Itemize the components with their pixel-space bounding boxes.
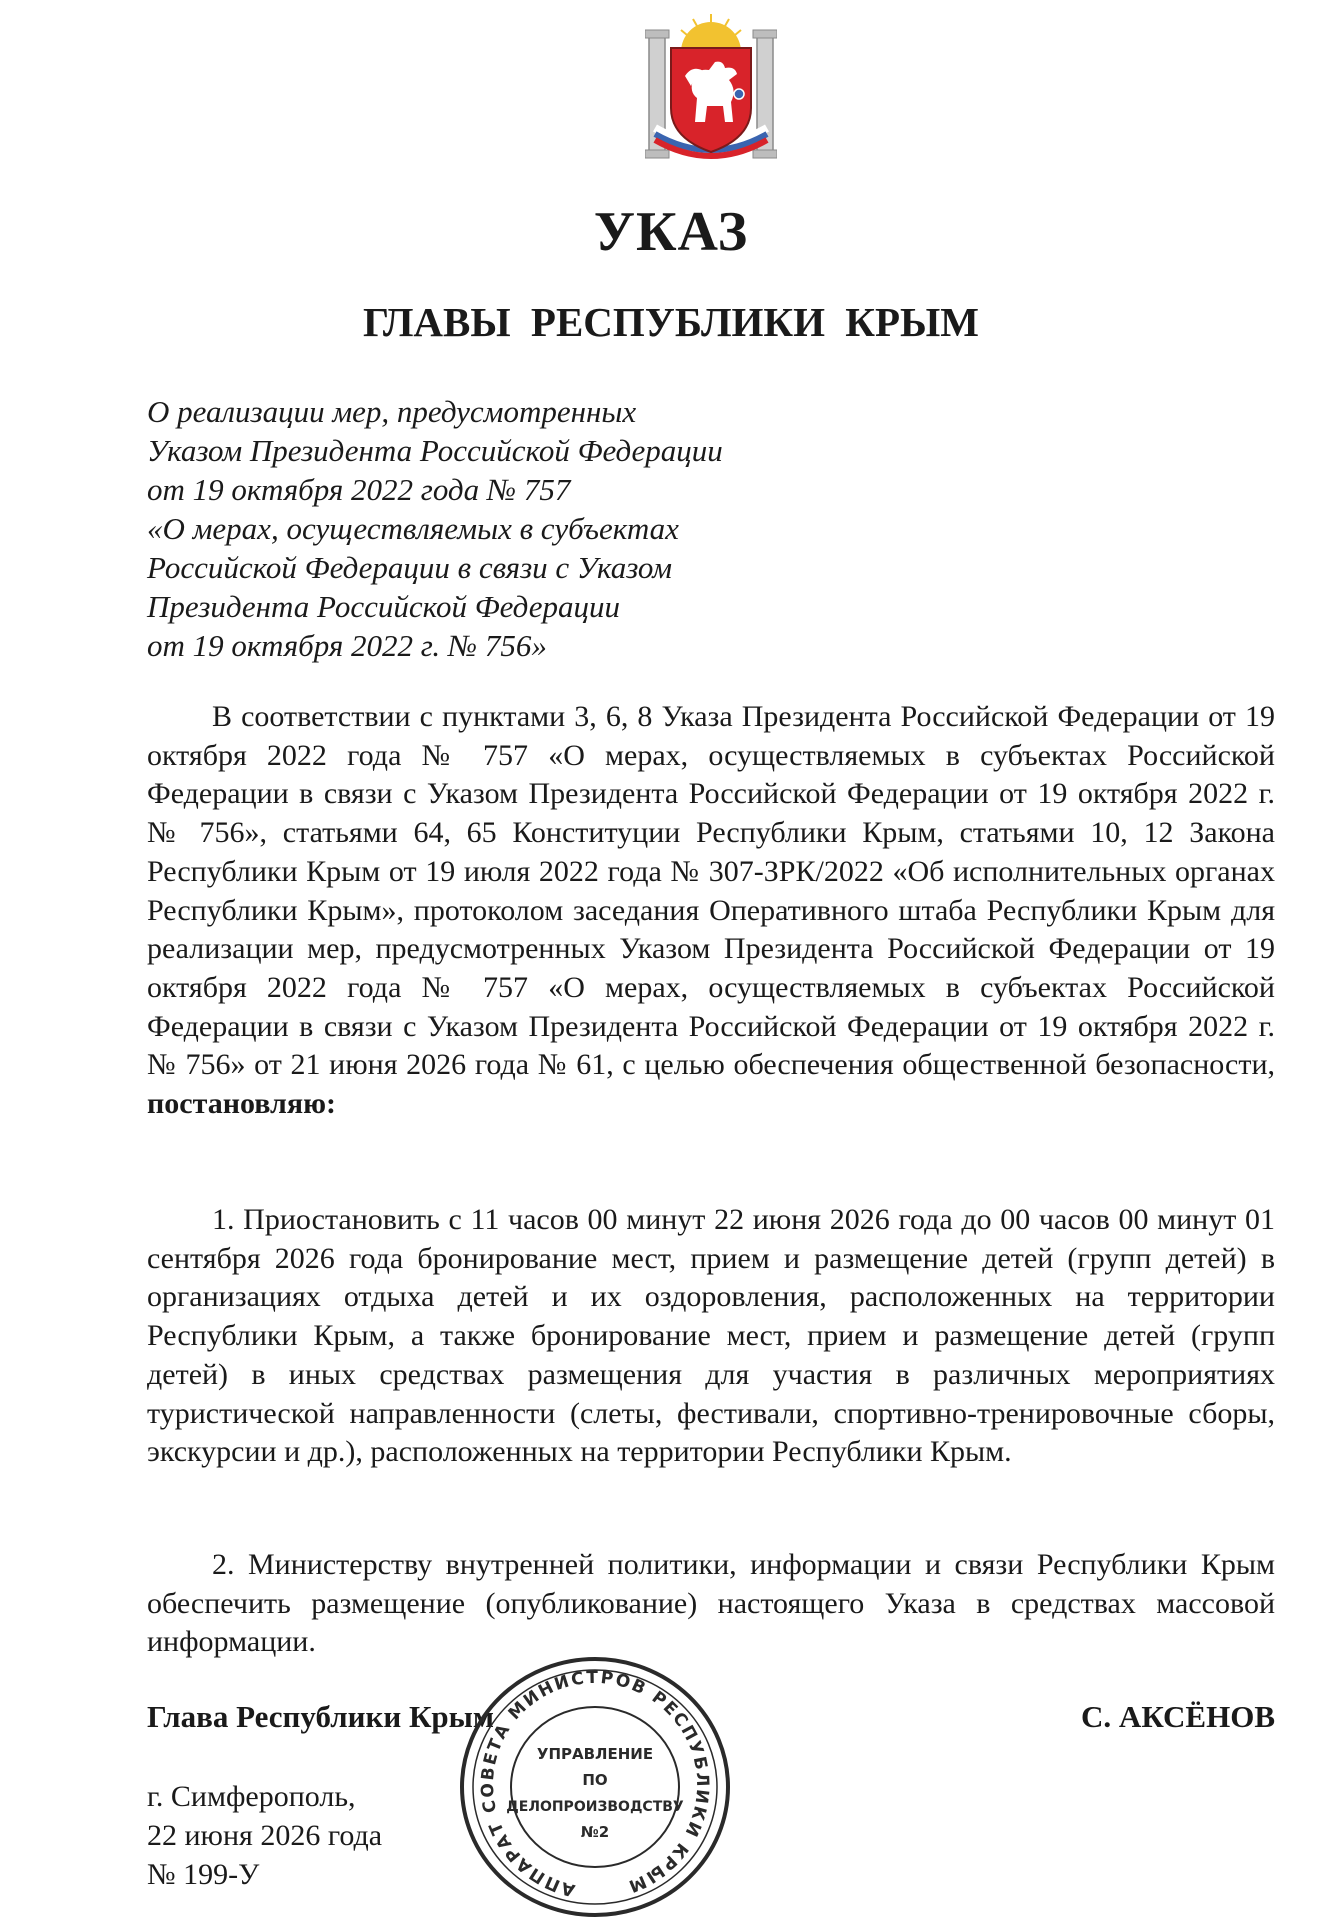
coat-of-arms-emblem xyxy=(645,10,777,162)
stamp-center-line: ДЕЛОПРОИЗВОДСТВУ xyxy=(506,1799,684,1815)
official-stamp xyxy=(455,1655,735,1920)
heading-line: Указом Президента Российской Федерации xyxy=(147,433,723,468)
item-1-paragraph: 1. Приостановить с 11 часов 00 минут 22 июня 2026 года до 00 часов 00 минут 01 сентября 2026 года бронирование мест, прием и размещение детей (групп детей) в организациях отдыха детей и их оздоровления, расположенных на территории Республики Крым, а также бронирование мест, прием и размещение детей (групп детей) в иных средствах размещения для участия в различных мероприятиях туристической направленности (слеты, фестивали, спортивно-тренировочные сборы, экскурсии и др.), расположенных на территории Республики Крым. xyxy=(147,1203,1275,1469)
item-2-paragraph: 2. Министерству внутренней политики, информации и связи Республики Крым обеспечить размещение (опубликование) настоящего Указа в средствах массовой информации. xyxy=(147,1548,1275,1659)
heading-line: от 19 октября 2022 г. № 756» xyxy=(147,628,547,663)
heading-line: Российской Федерации в связи с Указом xyxy=(147,550,673,585)
decree-heading xyxy=(147,392,947,665)
decree-number: № 199-У xyxy=(147,1858,260,1891)
stamp-center-line: УПРАВЛЕНИЕ xyxy=(536,1745,654,1763)
heading-line: О реализации мер, предусмотренных xyxy=(147,394,637,429)
place-date-block xyxy=(147,1777,382,1894)
signatory-position: Глава Республики Крым xyxy=(147,1699,494,1734)
preamble-paragraph xyxy=(147,698,1275,1124)
document-title: УКАЗ xyxy=(593,201,749,263)
place-of-signing: г. Симферополь, xyxy=(147,1780,356,1813)
heading-line: Президента Российской Федерации xyxy=(147,589,620,624)
stamp-center-line: ПО xyxy=(582,1771,608,1789)
stamp-ring-text: АППАРАТ СОВЕТА МИНИСТРОВ РЕСПУБЛИКИ КРЫМ xyxy=(477,1667,713,1900)
preamble-text: В соответствии с пунктами 3, 6, 8 Указа Президента Российской Федерации от 19 октября 2022 года № 757 «О мерах, осуществляемых в субъектах Российской Федерации в связи с Указом Президента Российской Федерации от 19 октября 2022 г. № 756», статьями 64, 65 Конституции Республики Крым, статьями 10, 12 Закона Республики Крым от 19 июля 2022 года № 307-ЗРК/2022 «Об исполнительных органах Республики Крым», протоколом заседания Оперативного штаба Республики Крым для реализации мер, предусмотренных Указом Президента Российской Федерации от 19 октября 2022 года № 757 «О мерах, осуществляемых в субъектах Российской Федерации в связи с Указом Президента Российской Федерации от 19 октября 2022 г. № 756» от 21 июня 2026 года № 61, с целью обеспечения общественной безопасности, xyxy=(147,700,1275,1082)
document-subtitle: ГЛАВЫ РЕСПУБЛИКИ КРЫМ xyxy=(362,299,980,345)
resolve-word: постановляю: xyxy=(147,1087,337,1121)
signing-date: 22 июня 2026 года xyxy=(147,1819,383,1852)
heading-line: от 19 октября 2022 года № 757 xyxy=(147,472,571,507)
stamp-center-line: №2 xyxy=(580,1823,610,1841)
signatory-name: С. АКСЁНОВ xyxy=(1081,1699,1275,1734)
heading-line: «О мерах, осуществляемых в субъектах xyxy=(147,511,679,546)
